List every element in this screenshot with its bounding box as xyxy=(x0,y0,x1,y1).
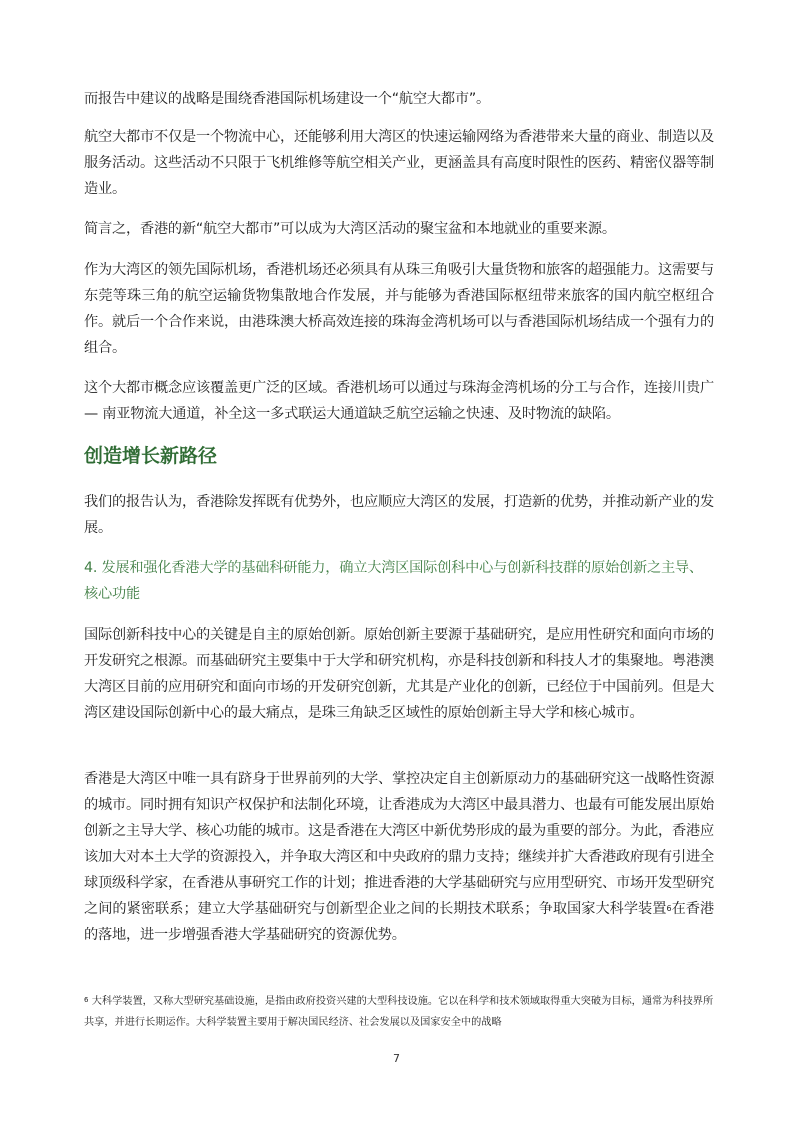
paragraph-8-text-part1: 香港是大湾区中唯一具有跻身于世界前列的大学、掌控决定自主创新原动力的基础研究这一战略性资源的城市。同时拥有知识产权保护和法制化环境，让香港成为大湾区中最具潜力、也最有可能发展出原始创新之主导大学、核心功能的城市。这是香港在大湾区中新优势形成的最为重要的部分。为此，香港应该加大对本土大学的资源投入，并争取大湾区和中央政府的鼎力支持；继续并扩大香港政府现有引进全球顶级科学家，在香港从事研究工作的计划；推进香港的大学基础研究与应用型研究、市场开发型研究之间的紧密联系；建立大学基础研究与创新型企业之间的长期技术联系；争取国家大科学装置 xyxy=(84,771,714,917)
paragraph-innovation-center: 国际创新科技中心的关键是自主的原始创新。原始创新主要源于基础研究，是应用性研究和面向市场的开发研究之根源。而基础研究主要集中于大学和研究机构，亦是科技创新和科技人才的集聚地。粤港澳大湾区目前的应用研究和面向市场的开发研究创新，尤其是产业化的创新，已经位于中国前列。但是大湾区建设国际创新中心的最大痛点，是珠三角缺乏区域性的原始创新主导大学和核心城市。 xyxy=(84,627,714,721)
section-heading-container xyxy=(84,442,714,470)
paragraph-8-container xyxy=(84,766,714,948)
paragraph-aerotropolis-description: 航空大都市不仅是一个物流中心，还能够利用大湾区的快速运输网络为香港带来大量的商业、制造以及服务活动。这些活动不只限于飞机维修等航空相关产业，更涵盖具有高度时限性的医药、精密仪器等制造业。 xyxy=(84,129,714,197)
numbered-subheading: 4. 发展和强化香港大学的基础科研能力，确立大湾区国际创科中心与创新科技群的原始创新之主导、核心功能 xyxy=(84,560,703,602)
paragraph-metropolis-concept: 这个大都市概念应该覆盖更广泛的区域。香港机场可以通过与珠海金湾机场的分工与合作，连接川贵广 — 南亚物流大通道，补全这一多式联运大通道缺乏航空运输之快速、及时物流的缺陷。 xyxy=(84,380,714,422)
subheading-container xyxy=(84,555,714,607)
paragraph-hong-kong-universities xyxy=(84,766,714,948)
paragraph-3-container xyxy=(84,216,714,242)
section-heading: 创造增长新路径 xyxy=(84,445,218,467)
paragraph-8-text-part2: 在香港的落地，进一步增强香港大学基础研究的资源优势。 xyxy=(84,901,714,943)
page-number: 7 xyxy=(393,1052,400,1065)
footnote-number: 6 xyxy=(84,996,89,1004)
paragraph-summary: 简言之，香港的新“航空大都市”可以成为大湾区活动的聚宝盆和本地就业的重要来源。 xyxy=(84,221,616,237)
paragraph-4-container xyxy=(84,257,714,361)
paragraph-aviation-strategy: 而报告中建议的战略是围绕香港国际机场建设一个“航空大都市”。 xyxy=(84,91,490,107)
paragraph-5-container xyxy=(84,375,714,427)
footnote xyxy=(84,991,714,1033)
paragraph-6-container xyxy=(84,489,714,541)
paragraph-airport-capacity: 作为大湾区的领先国际机场，香港机场还必须具有从珠三角吸引大量货物和旅客的超强能力。这需要与东莞等珠三角的航空运输货物集散地合作发展，并与能够为香港国际枢纽带来旅客的国内航空枢纽合作。就后一个合作来说，由港珠澳大桥高效连接的珠海金湾机场可以与香港国际机场结成一个强有力的组合。 xyxy=(84,262,714,356)
paragraph-1-container xyxy=(84,86,714,112)
paragraph-2-container xyxy=(84,124,714,202)
paragraph-7-container xyxy=(84,622,714,726)
footnote-reference[interactable]: 6 xyxy=(666,904,672,913)
paragraph-report-view: 我们的报告认为，香港除发挥既有优势外，也应顺应大湾区的发展，打造新的优势，并推动新产业的发展。 xyxy=(84,494,714,536)
footnote-text: 大科学装置，又称大型研究基础设施，是指由政府投资兴建的大型科技设施。它以在科学和技术领域取得重大突破为目标，通常为科技界所共享，并进行长期运作。大科学装置主要用于解决国民经济、社会发展以及国家安全中的战略 xyxy=(84,996,714,1028)
